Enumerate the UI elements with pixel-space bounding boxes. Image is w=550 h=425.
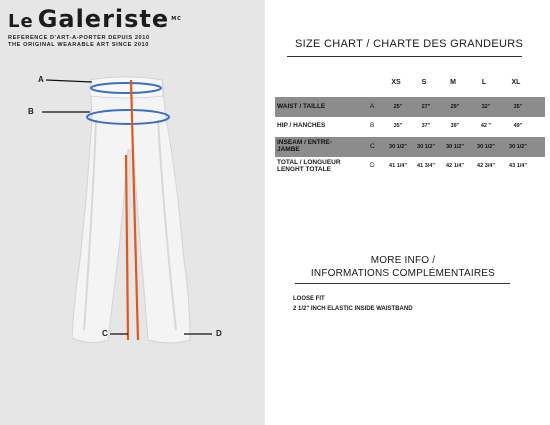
size-s: S: [421, 79, 427, 86]
row-letter: A: [370, 103, 375, 110]
label-c: C: [102, 329, 108, 338]
waistband: [90, 77, 163, 98]
size-xs: XS: [391, 79, 401, 86]
row-label-line2: LENGHT TOTALE: [277, 166, 331, 173]
pointer-a: [46, 80, 92, 82]
table-cell: 30 1/2": [417, 144, 435, 150]
more-info-title-line1: MORE INFO /: [370, 255, 436, 266]
brand-tagline-en: THE ORIGINAL WEARABLE ART SINCE 2010: [8, 42, 149, 48]
pants-diagram: [0, 0, 265, 425]
table-cell: 49": [513, 123, 523, 129]
table-cell: 25": [393, 104, 403, 110]
inseam-measure-line: [126, 155, 128, 340]
label-b: B: [28, 107, 34, 116]
table-cell: 30 1/2": [509, 144, 527, 150]
size-l: L: [481, 79, 487, 86]
table-cell: 41 1/4": [389, 163, 407, 169]
table-cell: 35": [513, 104, 523, 110]
info-line-fit: LOOSE FIT: [293, 296, 325, 302]
size-chart-title: SIZE CHART / CHARTE DES GRANDEURS: [295, 38, 524, 50]
label-a: A: [38, 75, 44, 84]
table-cell: 29": [450, 104, 460, 110]
table-cell: 30 1/2": [477, 144, 495, 150]
more-info-title-line2: INFORMATIONS COMPLÉMENTAIRES: [310, 268, 496, 279]
size-xl: XL: [511, 79, 521, 86]
label-d: D: [216, 329, 222, 338]
table-cell: 39": [450, 123, 460, 129]
row-letter: B: [370, 122, 375, 129]
size-m: M: [450, 79, 456, 86]
brand-le: Le: [8, 11, 34, 32]
row-label: TOTAL / LONGUEUR: [277, 159, 341, 166]
row-label: HIP / HANCHES: [277, 122, 326, 129]
table-cell: 30 1/2": [446, 144, 464, 150]
size-chart-panel: [265, 0, 550, 425]
title-divider: [287, 56, 522, 57]
table-cell: 41 3/4": [417, 163, 435, 169]
size-header-row: [265, 79, 550, 89]
table-cell: 32": [481, 104, 491, 110]
table-row-waist: [275, 97, 545, 117]
table-cell: 37": [421, 123, 431, 129]
row-letter: C: [370, 143, 375, 150]
more-info-divider: [295, 283, 510, 284]
table-cell: 30 1/2": [389, 144, 407, 150]
brand-name: Galeriste: [37, 5, 170, 33]
table-cell: 42 3/4": [477, 163, 495, 169]
more-info-title: [303, 254, 503, 280]
table-row-hip: [275, 117, 545, 137]
row-letter: D: [370, 162, 375, 169]
table-row-inseam: [275, 137, 545, 157]
table-cell: 43 1/4": [509, 163, 527, 169]
row-label: WAIST / TAILLE: [277, 103, 326, 110]
info-line-waistband: 2 1/2" INCH ELASTIC INSIDE WAISTBAND: [293, 306, 413, 312]
row-label: INSEAM / ENTRE-: [277, 139, 332, 146]
garment-panel: [0, 0, 265, 425]
table-row-length: [275, 157, 545, 177]
table-cell: 42 1/4": [446, 163, 464, 169]
brand-trademark: MC: [171, 16, 182, 22]
table-cell: 35": [393, 123, 403, 129]
row-label-line2: JAMBE: [277, 146, 300, 153]
brand-tagline-fr: REFERENCE D'ART-A-PORTER DEPUIS 2010: [8, 35, 150, 41]
table-cell: 42 ": [480, 123, 492, 129]
table-cell: 27": [421, 104, 431, 110]
